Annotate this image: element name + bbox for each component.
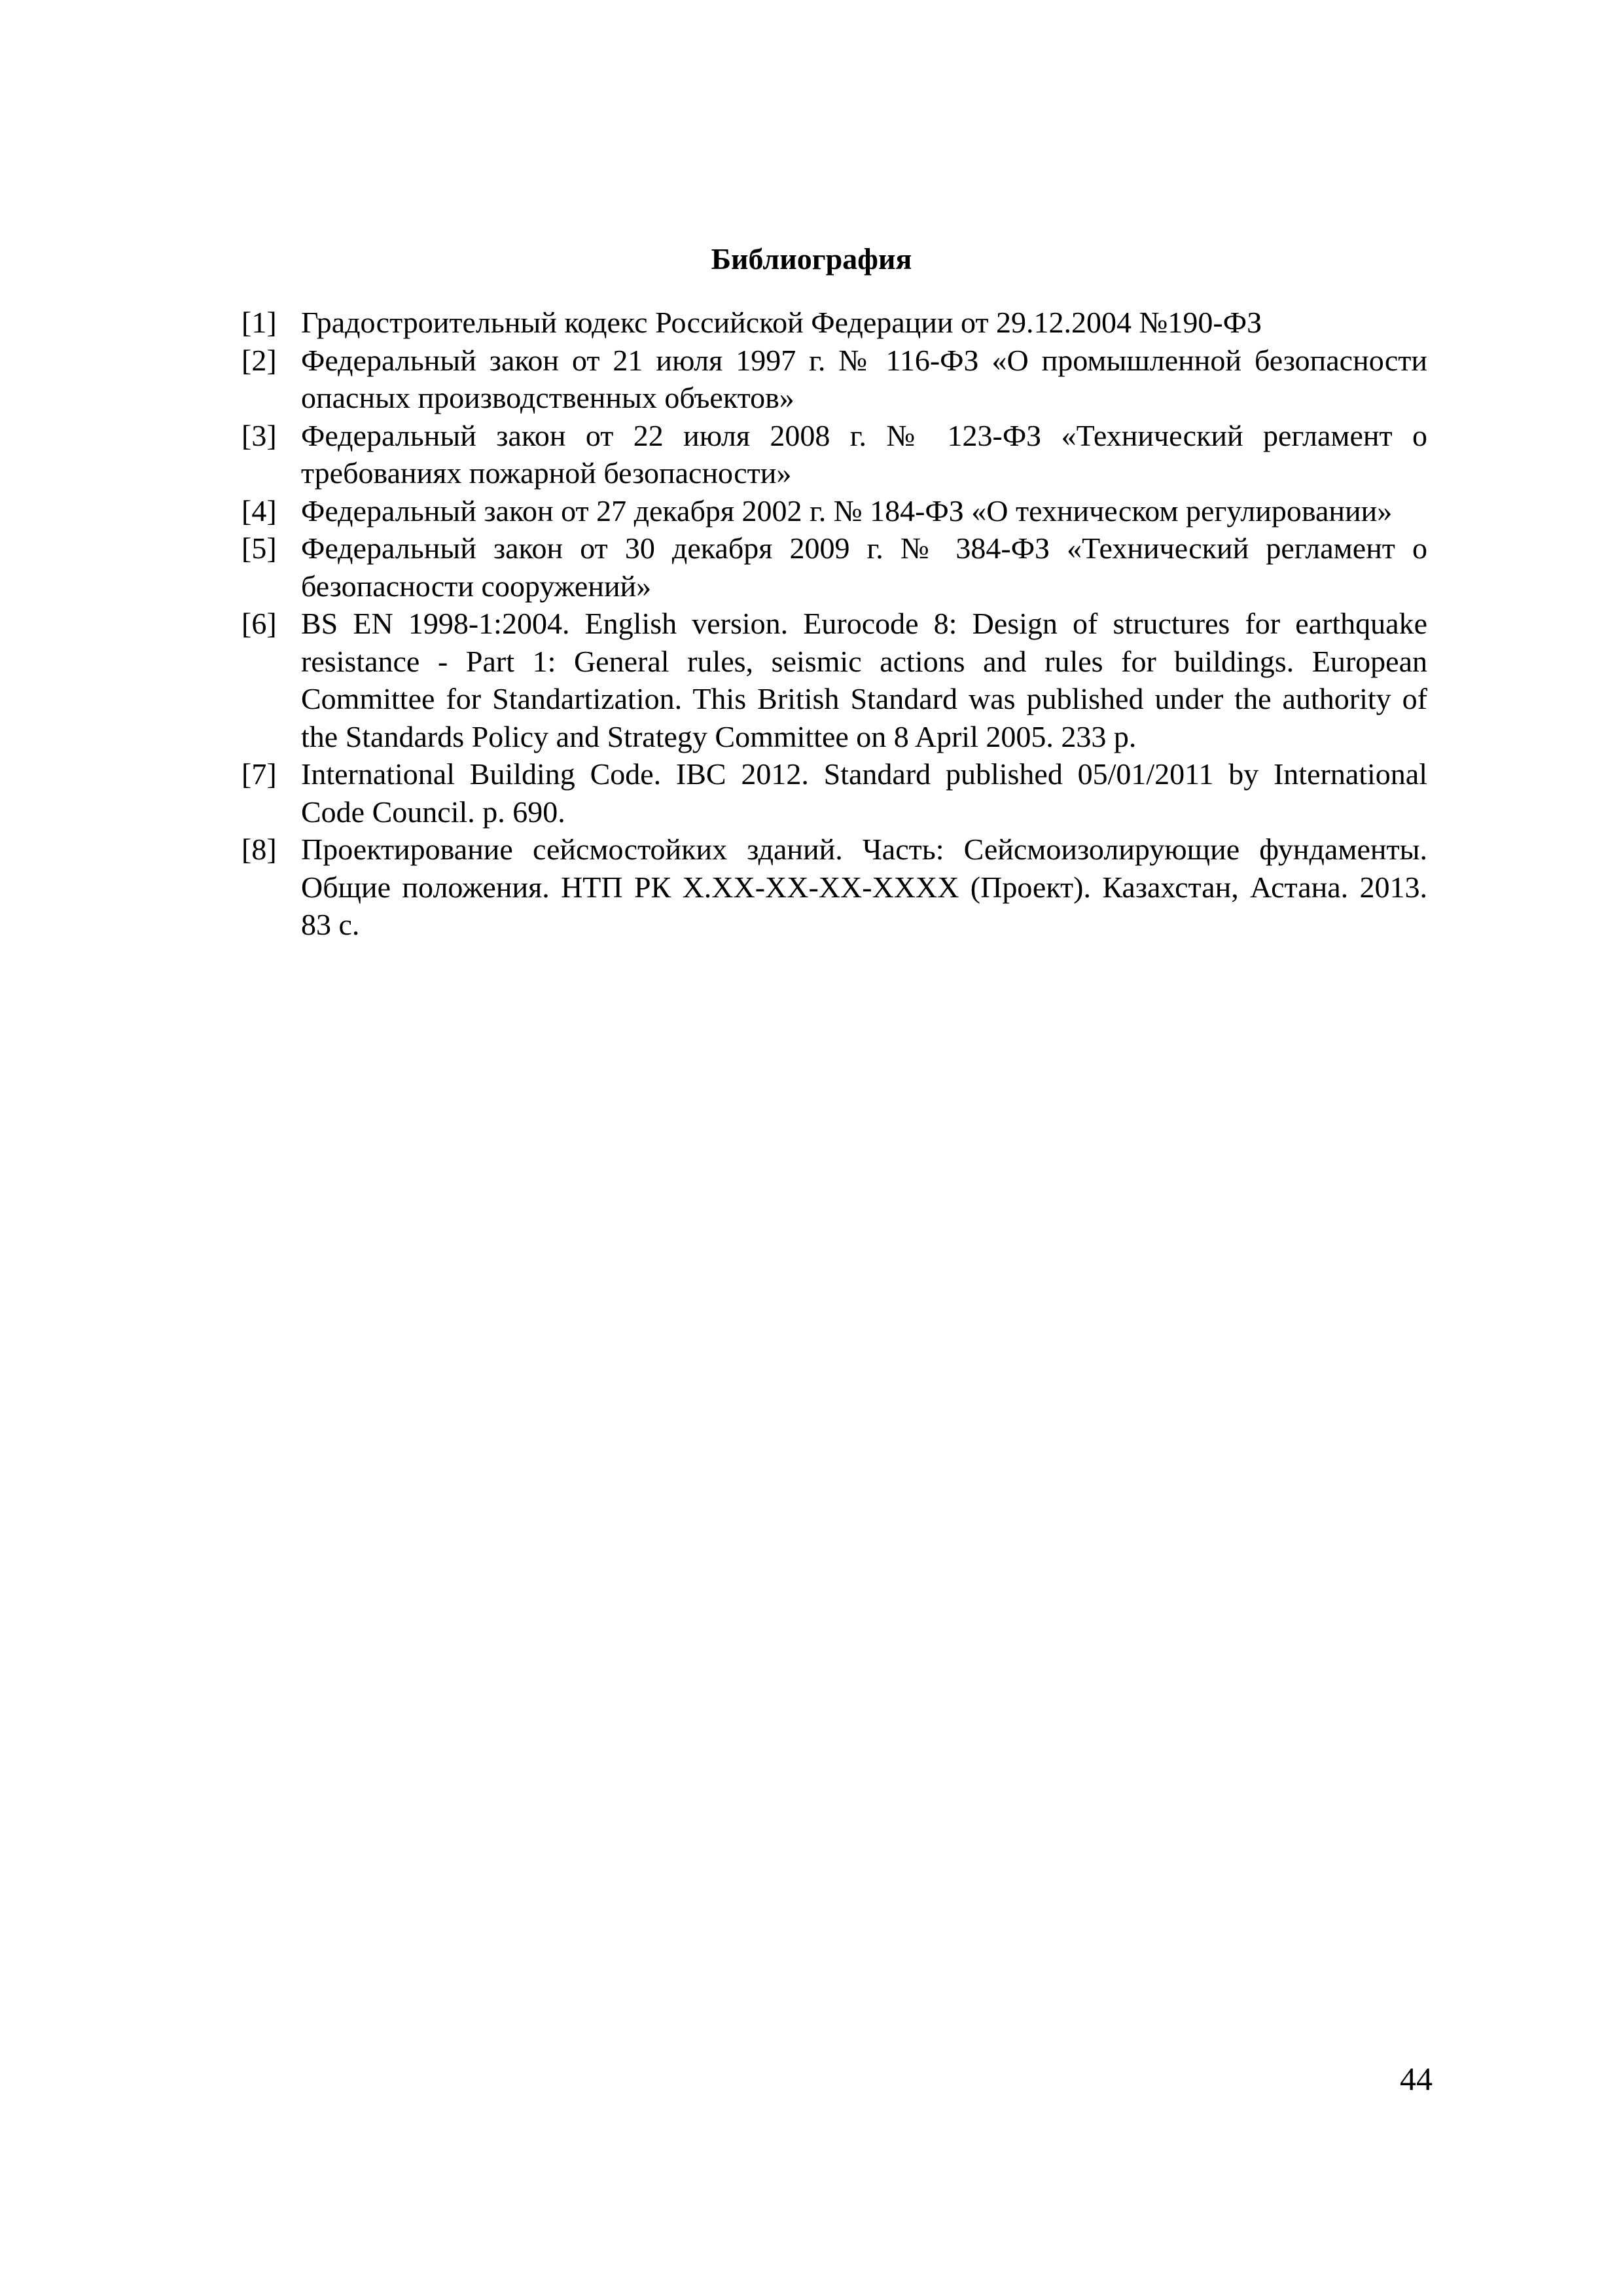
- reference-text: BS EN 1998-1:2004. English version. Eurocode 8: Design of structures for earthquake resistance - Part 1: General rules, seismic actions and rules for buildings. European Committee for Standartization. This British Standard was published under the authority of the Standards Policy and Strategy Committee on 8 April 2005. 233 p.: [301, 607, 1427, 753]
- reference-text: Федеральный закон от 21 июля 1997 г. № 116-ФЗ «О промышленной безопасности опасных производственных объектов»: [301, 343, 1427, 414]
- list-item: [241, 492, 1427, 530]
- reference-number: [2]: [241, 343, 277, 377]
- reference-text: International Building Code. IBC 2012. Standard published 05/01/2011 by International Code Council. p. 690.: [301, 757, 1427, 829]
- bibliography-list: [241, 304, 1427, 944]
- page-number: 44: [1400, 2060, 1433, 2097]
- list-item: [241, 831, 1427, 944]
- reference-text: Федеральный закон от 22 июля 2008 г. № 123-ФЗ «Технический регламент о требованиях пожарной безопасности»: [301, 418, 1427, 490]
- reference-number: [3]: [241, 418, 277, 452]
- list-item: [241, 304, 1427, 342]
- list-item: [241, 529, 1427, 605]
- list-item: [241, 342, 1427, 417]
- reference-text: Федеральный закон от 30 декабря 2009 г. № 384-ФЗ «Технический регламент о безопасности сооружений»: [301, 531, 1427, 603]
- reference-number: [1]: [241, 306, 277, 339]
- list-item: [241, 417, 1427, 492]
- reference-number: [7]: [241, 757, 277, 791]
- list-item: [241, 755, 1427, 831]
- reference-number: [6]: [241, 607, 277, 640]
- reference-text: Градостроительный кодекс Российской Федерации от 29.12.2004 №190-ФЗ: [301, 306, 1262, 339]
- reference-number: [5]: [241, 531, 277, 565]
- reference-number: [8]: [241, 833, 277, 866]
- reference-number: [4]: [241, 493, 277, 528]
- reference-text: Проектирование сейсмостойких зданий. Часть: Сейсмоизолирующие фундаменты. Общие положения. НТП РК Х.ХХ-ХХ-ХХ-ХХХХ (Проект). Казахстан, Астана. 2013. 83 с.: [301, 833, 1427, 941]
- list-item: [241, 605, 1427, 755]
- reference-text: Федеральный закон от 27 декабря 2002 г. № 184-ФЗ «О техническом регулировании»: [301, 493, 1393, 528]
- page-title: Библиография: [711, 242, 912, 276]
